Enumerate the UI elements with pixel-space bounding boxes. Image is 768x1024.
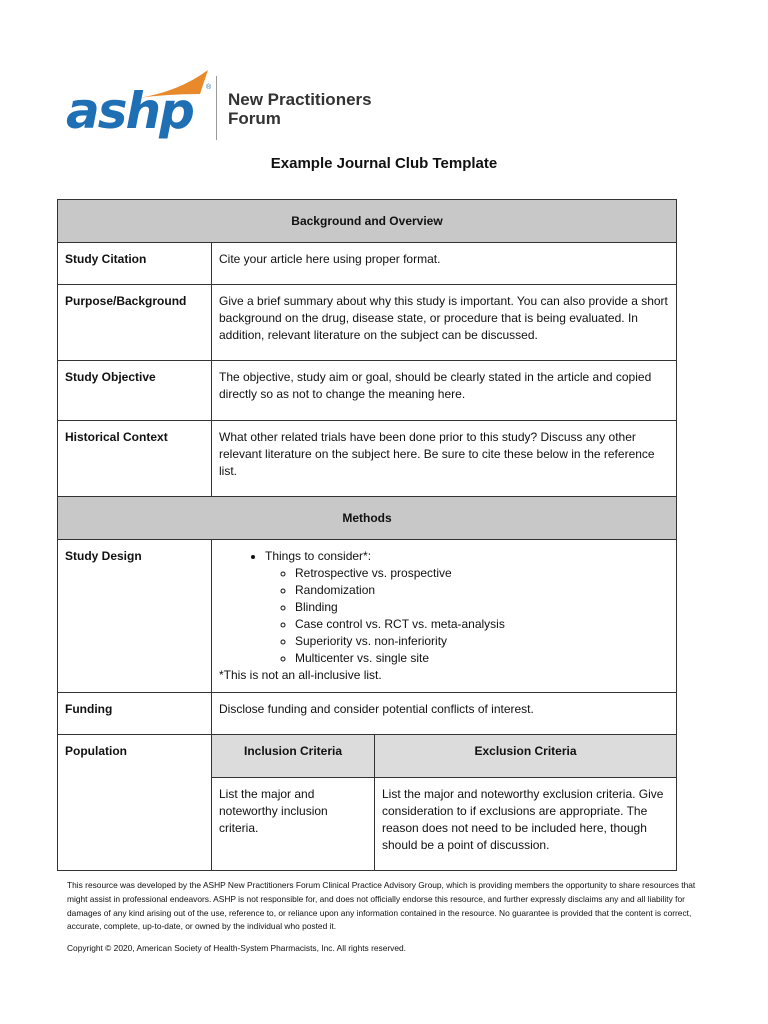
- design-item: ◦ Retrospective vs. prospective: [295, 565, 669, 582]
- table-row: [58, 540, 677, 693]
- logo-brand: ashp: [66, 82, 193, 140]
- row-label-historical-context: Historical Context: [58, 421, 212, 497]
- row-text-funding[interactable]: Disclose funding and consider potential conflicts of interest.: [212, 693, 677, 735]
- table-row: [58, 285, 677, 361]
- row-text-historical-context[interactable]: What other related trials have been done prior to this study? Discuss any other relevant literature on the subject here. Be sure to cite these below in the reference list.: [212, 421, 677, 497]
- section-header-background: Background and Overview: [58, 200, 677, 243]
- design-bullet: [265, 548, 669, 667]
- logo-divider: [216, 76, 217, 140]
- design-bullet-text: Things to consider*:: [265, 549, 372, 563]
- row-text-purpose[interactable]: Give a brief summary about why this study is important. You can also provide a short background on the drug, disease state, or procedure that is being evaluated. In addition, relevant literature on the subject can be discussed.: [212, 285, 677, 361]
- design-list: [219, 548, 669, 667]
- table-row: [58, 361, 677, 421]
- table-row: [58, 735, 677, 871]
- row-label-purpose: Purpose/Background: [58, 285, 212, 361]
- row-label-study-citation: Study Citation: [58, 243, 212, 285]
- registered-mark: ®: [206, 84, 212, 91]
- design-item: ◦ Case control vs. RCT vs. meta-analysis: [295, 616, 669, 633]
- row-text-study-citation[interactable]: Cite your article here using proper format.: [212, 243, 677, 285]
- design-item: ◦ Blinding: [295, 599, 669, 616]
- row-label-study-design: Study Design: [58, 540, 212, 693]
- disclaimer: This resource was developed by the ASHP New Practitioners Forum Clinical Practice Advisory Group, which is providing members the opportunity to share resources that might assist in professional endeavors. ASHP is not responsible for, and does not officially endorse this resource, and further expressly disclaims any and all liability for damages of any kind arising out of the use, reference to, or reliance upon any information contained in the resource. No guarantee is provided that the content is correct, accurate, complete, up-to-date, or owned by the individual who posted it.: [67, 880, 696, 932]
- design-note: *This is not an all-inclusive list.: [219, 668, 382, 682]
- exclusion-header: Exclusion Criteria: [375, 735, 676, 778]
- table-row: [58, 693, 677, 735]
- logo-text: [228, 90, 372, 128]
- row-label-funding: Funding: [58, 693, 212, 735]
- table-row: [58, 243, 677, 285]
- design-item: ◦ Superiority vs. non-inferiority: [295, 633, 669, 650]
- row-text-study-objective[interactable]: The objective, study aim or goal, should be clearly stated in the article and copied directly so as not to change the meaning here.: [212, 361, 677, 421]
- page-title: Example Journal Club Template: [270, 155, 498, 172]
- row-label-population: Population: [58, 735, 212, 871]
- design-sublist: [265, 565, 669, 667]
- inclusion-header: Inclusion Criteria: [212, 735, 375, 778]
- ashp-logo: [66, 70, 376, 150]
- copyright: Copyright © 2020, American Society of Health-System Pharmacists, Inc. All rights reserved.: [67, 943, 406, 953]
- row-label-study-objective: Study Objective: [58, 361, 212, 421]
- row-content-study-design[interactable]: [212, 540, 677, 693]
- design-item: ◦ Multicenter vs. single site: [295, 650, 669, 667]
- section-header-methods: Methods: [58, 497, 677, 540]
- inclusion-text[interactable]: List the major and noteworthy inclusion criteria.: [212, 778, 375, 870]
- exclusion-text[interactable]: List the major and noteworthy exclusion criteria. Give consideration to if exclusions are appropriate. The reason does not need to be included here, though should be a point of discussion.: [382, 787, 664, 852]
- population-grid: [212, 735, 676, 870]
- logo-line-1: New Practitioners: [228, 90, 372, 109]
- design-item: ◦ Randomization: [295, 582, 669, 599]
- population-cell: [212, 735, 677, 871]
- logo-line-2: Forum: [228, 109, 281, 128]
- journal-club-table: [57, 199, 677, 871]
- table-row: [58, 421, 677, 497]
